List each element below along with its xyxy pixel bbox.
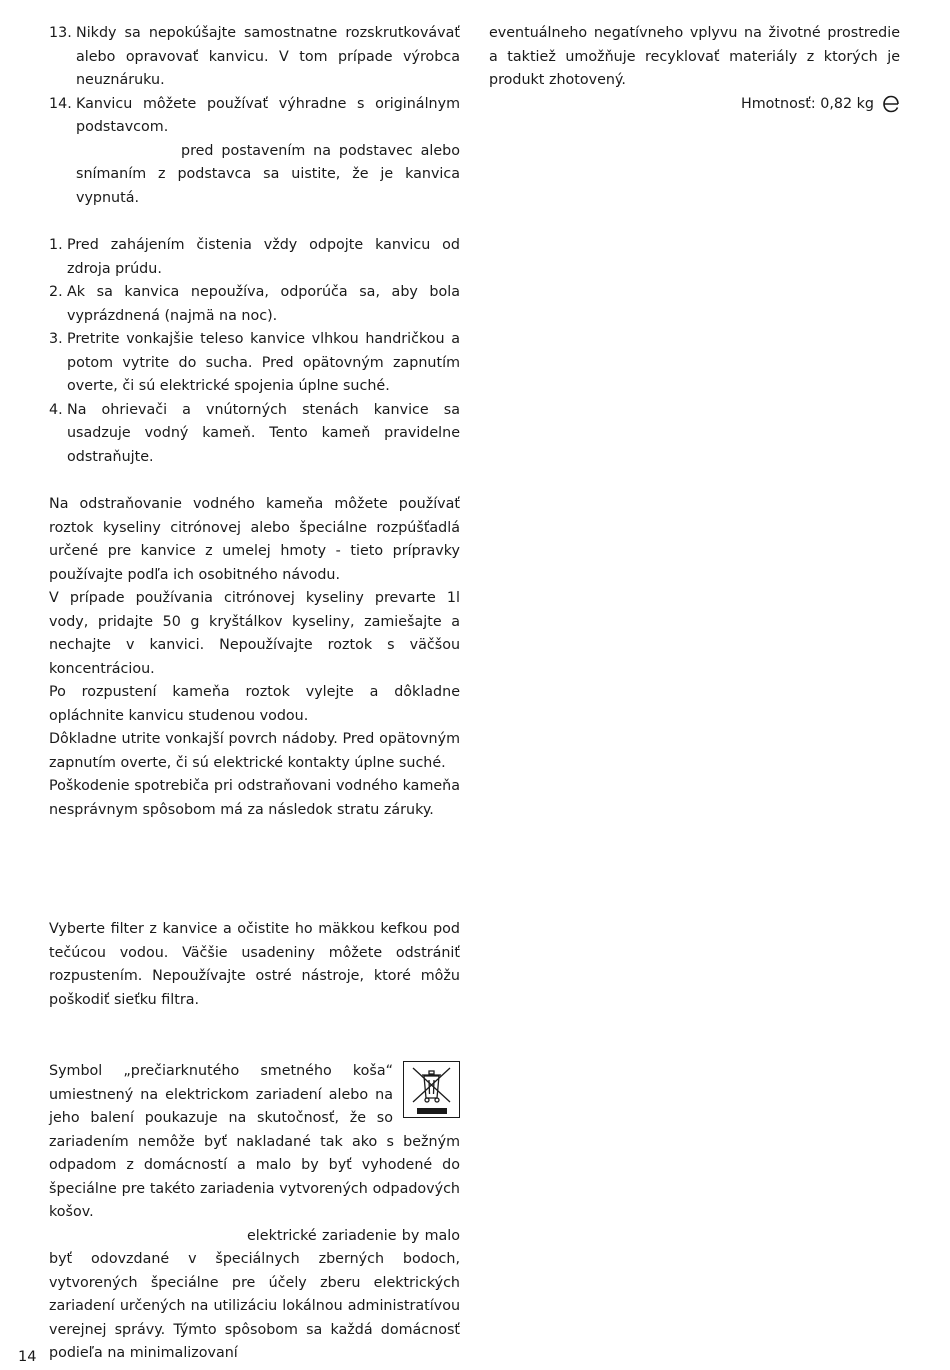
list-text: Ak sa kanvica nepoužíva, odporúča sa, aby bola vyprázdnená (najmä na noc).	[67, 284, 460, 324]
list-text: Pred zahájením čistenia vždy odpojte kanvicu od zdroja prúdu.	[67, 237, 460, 277]
paragraph: Po rozpustení kameňa roztok vylejte a dôkladne opláchnite kanvicu studenou vodou.	[49, 684, 460, 724]
paragraph: eventuálneho negatívneho vplyvu na životné prostredie a taktiež umožňuje recyklovať materiály z ktorých je produkt zhotovený.	[489, 25, 900, 88]
weight-line	[489, 93, 900, 117]
list-item	[49, 328, 460, 399]
cleaning-list	[49, 234, 460, 469]
paragraph: Symbol „prečiarknutého smetného koša“ umiestnený na elektrickom zariadení alebo na jeho balení poukazuje na skutočnosť, že so zariadením nemôže byť nakladané tak ako s bežným odpadom z domácností a malo by byť vyhodené do špeciálne pre takéto zariadenia vytvorených odpadových košov.	[49, 1063, 460, 1220]
paragraph: V prípade používania citrónovej kyseliny prevarte 1l vody, pridajte 50 g kryštálkov kyseliny, zamiešajte a nechajte v kanvici. Nepoužívajte roztok s väčšou koncentráciou.	[49, 590, 460, 677]
paragraph: Na odstraňovanie vodného kameňa môžete používať roztok kyseliny citrónovej alebo špeciálne rozpúšťadlá určené pre kanvice z umelej hmoty - tieto prípravky používajte podľa ich osobitného návodu.	[49, 496, 460, 583]
note-text: pred postavením na podstavec alebo snímaním z podstavca sa uistite, že je kanvica vypnutá.	[76, 142, 460, 206]
list-item	[49, 93, 460, 140]
list-item	[49, 234, 460, 281]
paragraph: elektrické zariadenie by malo byť odovzdané v špeciálnych zberných bodoch, vytvorených špeciálne pre účely zberu elektrických zariadení určených na utilizáciu lokálnou administratívou verejnej správy. Týmto spôsobom sa každá domácnosť podieľa na minimalizovaní	[49, 1227, 460, 1361]
list-number: 2.	[49, 284, 63, 300]
list-item	[49, 281, 460, 328]
paragraph: Poškodenie spotrebiča pri odstraňovani vodného kameňa nesprávnym spôsobom má za následok stratu záruky.	[49, 778, 460, 818]
list-number: 4.	[49, 401, 63, 418]
list-number: 1.	[49, 237, 63, 253]
filter-section	[49, 918, 460, 1012]
list-number: 13.	[49, 25, 72, 41]
list-item-note	[49, 140, 460, 211]
crossed-bin-icon	[403, 1061, 460, 1118]
paragraph: Vyberte filter z kanvice a očistite ho mäkkou kefkou pod tečúcou vodou. Väčšie usadeniny môžete odstrániť rozpustením. Nepoužívajte ostré nástroje, ktoré môžu poškodiť sieťku filtra.	[49, 921, 460, 1008]
page-number: 14	[18, 1349, 37, 1365]
list-item	[49, 22, 460, 93]
safety-list	[49, 22, 460, 210]
list-text: Nikdy sa nepokúšajte samostnatne rozskrutkovávať alebo opravovať kanvicu. V tom prípade výrobca neuznáruku.	[76, 25, 460, 88]
right-column	[489, 22, 900, 116]
disposal-section	[49, 1060, 460, 1366]
weight-text: Hmotnosť: 0,82 kg	[741, 95, 874, 112]
list-number: 3.	[49, 331, 63, 347]
descaling-section	[49, 493, 460, 822]
list-text: Pretrite vonkajšie teleso kanvice vlhkou handričkou a potom vytrite do sucha. Pred opätovným zapnutím overte, či sú elektrické spojenia úplne suché.	[67, 331, 460, 394]
paragraph: Dôkladne utrite vonkajší povrch nádoby. Pred opätovným zapnutím overte, či sú elektrické kontakty úplne suché.	[49, 731, 460, 771]
list-text: Kanvicu môžete používať výhradne s originálnym podstavcom.	[76, 95, 460, 135]
list-text: Na ohrievači a vnútorných stenách kanvice sa usadzuje vodný kameň. Tento kameň pravidelne odstraňujte.	[67, 401, 460, 465]
list-item	[49, 399, 460, 470]
e-mark-icon	[882, 94, 900, 114]
list-number: 14.	[49, 95, 72, 112]
